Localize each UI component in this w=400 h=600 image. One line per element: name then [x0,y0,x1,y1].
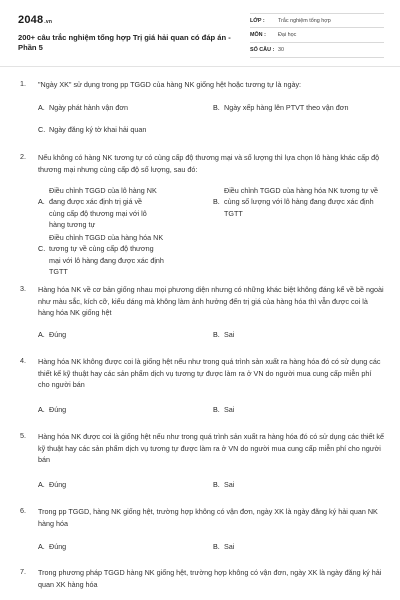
question-text: Hàng hóa NK không được coi là giống hệt nếu như trong quá trình sản xuất ra hàng hóa đó có sử dụng các thiết kế kỹ thuật hay các sản phẩm dịch vụ tương tự được làm ra ở VN do người mua cung cấp miễn phí cho người bán [38,357,381,390]
header-divider [0,66,400,67]
option-letter: A. [38,405,45,414]
meta-value: 30 [278,47,284,53]
question-text: "Ngày XK" sử dụng trong pp TGGD của hàng NK giống hệt hoặc tương tự là ngày: [38,80,302,89]
question-number: 7. [20,567,26,576]
option-text: Ngày phát hành vận đơn [49,103,129,112]
question-item [20,567,382,597]
option-text: Đúng [49,542,67,551]
document-header [18,12,384,62]
question-item [20,152,382,282]
option-text: Ngày đăng ký tờ khai hải quan [49,125,147,134]
option-letter: C. [38,125,46,134]
logo-text: 2048 [18,14,44,26]
page-title: 200+ câu trắc nghiệm tổng hợp Trị giá hải quan có đáp án - Phần 5 [18,33,231,52]
meta-row-subject [250,28,384,43]
meta-value: Đại học [278,32,297,38]
question-item [20,356,382,418]
option-text: Đúng [49,405,67,414]
option-letter: A. [38,103,45,112]
option-letter: A. [38,330,45,339]
question-text: Hàng hóa NK về cơ bản giống nhau mọi phương diện nhưng có những khác biệt không đáng kể về bề ngoài như màu sắc, kích cỡ, kiểu dáng mà không làm ảnh hưởng đến trị giá của hàng hóa thì vẫn được coi là hàng hóa NK giống hệt [38,285,384,318]
meta-key: MÔN : [250,32,266,38]
option-text: Sai [224,405,235,414]
option-letter: C. [38,244,46,253]
document-meta-table [250,13,384,58]
option-letter: B. [213,197,220,206]
meta-key: SỐ CÂU : [250,47,275,53]
question-number: 1. [20,79,26,88]
option-letter: A. [38,480,45,489]
question-item [20,79,382,149]
option-letter: B. [213,405,220,414]
option-letter: B. [213,542,220,551]
option-letter: B. [213,330,220,339]
option-text: Sai [224,542,235,551]
question-text: Trong phương pháp TGGD hàng NK giống hệt, trường hợp không có vận đơn, ngày XK là ngày đăng ký hải quan XK hàng hóa [38,568,382,589]
question-number: 6. [20,506,26,515]
question-text: Hàng hóa NK được coi là giống hệt nếu như trong quá trình sản xuất ra hàng hóa đó có sử dụng các thiết kế kỹ thuật hay các sản phẩm dịch vụ tương tự được làm ra ở VN do người mua cung cấp miễn phí cho người bán [38,432,385,465]
option-letter: A. [38,542,45,551]
site-logo[interactable] [18,14,52,26]
meta-row-question-count [250,43,384,58]
option-text: Đúng [49,480,67,489]
option-text: Ngày xếp hàng lên PTVT theo vận đơn [224,103,349,112]
question-number: 3. [20,284,26,293]
option-text: Điều chỉnh TGGD của lô hàng NK đang được xác định trị giá về cùng cấp độ thương mại với lô hàng tương tự [49,186,157,230]
meta-row-class [250,13,384,28]
question-text: Trong pp TGGD, hàng NK giống hệt, trường hợp không có vận đơn, ngày XK là ngày đăng ký hải quan NK hàng hóa [38,507,378,528]
option-text: Điều chỉnh TGGD của hàng hóa NK tương tự về cùng số lượng với lô hàng đang được xác định TGTT [224,186,379,218]
option-text: Sai [224,330,235,339]
question-item [20,284,382,346]
option-text: Sai [224,480,235,489]
question-number: 2. [20,152,26,161]
option-letter: B. [213,480,220,489]
option-letter: B. [213,103,220,112]
question-number: 5. [20,431,26,440]
question-item [20,431,385,493]
logo-suffix: .vn [44,19,53,25]
question-item [20,506,382,556]
option-text: Đúng [49,330,67,339]
question-text: Nếu không có hàng NK tương tự có cùng cấp độ thương mại và số lượng thì lựa chọn lô hàng khác cấp độ thương mại nhưng cùng cấp độ số lượng, sau đó: [38,153,380,174]
option-letter: A. [38,197,45,206]
meta-key: LỚP : [250,17,265,24]
meta-value: Trắc nghiệm tổng hợp [278,17,331,24]
question-number: 4. [20,356,26,365]
option-text: Điều chỉnh TGGD của hàng hóa NK tương tự về cùng cấp độ thương mại với lô hàng đang được xác định TGTT [49,233,164,277]
